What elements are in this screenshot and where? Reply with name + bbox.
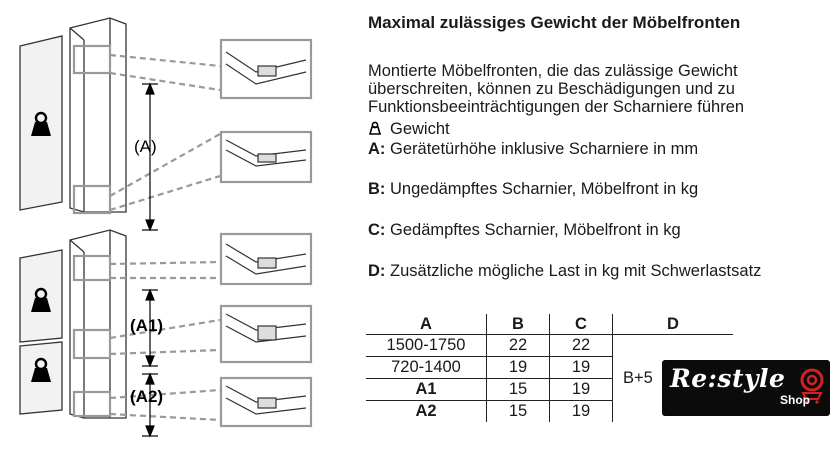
table-cell: A2 <box>415 402 437 420</box>
table-cell-d: B+5 <box>613 335 734 423</box>
legend-d-key: D: <box>368 262 386 280</box>
page-title: Maximal zulässiges Gewicht der Möbelfronten <box>368 13 741 32</box>
table-cell: 15 <box>487 379 550 401</box>
table-cell: 19 <box>487 357 550 379</box>
table-cell: 22 <box>550 335 613 357</box>
table-cell: 19 <box>550 357 613 379</box>
table-header: D <box>613 314 734 335</box>
label-a1: (A1) <box>130 316 164 335</box>
door-front-top <box>20 250 62 342</box>
cabinet-lower <box>70 230 126 418</box>
label-a2: (A2) <box>130 387 164 406</box>
badge-brand: Re:style <box>670 364 786 393</box>
badge-sub: Shop <box>780 393 810 407</box>
legend-b-text: Ungedämpftes Scharnier, Möbelfront in kg <box>385 180 699 198</box>
intro-line: Montierte Möbelfronten, die das zulässige Gewicht <box>368 62 738 80</box>
table-header: C <box>550 314 613 335</box>
table-cell: 19 <box>550 379 613 401</box>
weight-icon <box>368 121 382 135</box>
legend-d <box>368 262 761 281</box>
intro-line: überschreiten, können zu Beschädigungen und zu <box>368 80 735 98</box>
legend-c-text: Gedämpftes Scharnier, Möbelfront in kg <box>385 221 681 239</box>
legend-a-key: A: <box>368 140 386 158</box>
table-cell: 720-1400 <box>366 357 487 379</box>
legend-d-text: Zusätzliche mögliche Last in kg mit Schwerlastsatz <box>385 262 762 280</box>
intro-text <box>368 62 744 116</box>
label-a: (A) <box>134 137 157 156</box>
table-cell: 1500-1750 <box>366 335 487 357</box>
table-row <box>366 335 733 357</box>
table-cell: A1 <box>366 379 487 401</box>
hinge-diagram <box>0 0 350 457</box>
legend-b <box>368 180 698 199</box>
legend-a-text: Gerätetürhöhe inklusive Scharniere in mm <box>385 140 699 158</box>
legend-weight <box>368 120 450 139</box>
table-header: A <box>366 314 487 335</box>
legend-c-key: C: <box>368 221 386 239</box>
legend-b-key: B: <box>368 180 386 198</box>
table-header: B <box>487 314 550 335</box>
legend-c <box>368 221 681 240</box>
intro-line: Funktionsbeeinträchtigungen der Scharniere führen <box>368 98 745 116</box>
table-cell: 15 <box>487 401 550 423</box>
table-cell: 22 <box>487 335 550 357</box>
restyle-shop-badge[interactable] <box>662 360 830 416</box>
table-cell: 19 <box>550 401 613 423</box>
legend-weight-label: Gewicht <box>390 120 450 138</box>
legend-a <box>368 140 698 159</box>
